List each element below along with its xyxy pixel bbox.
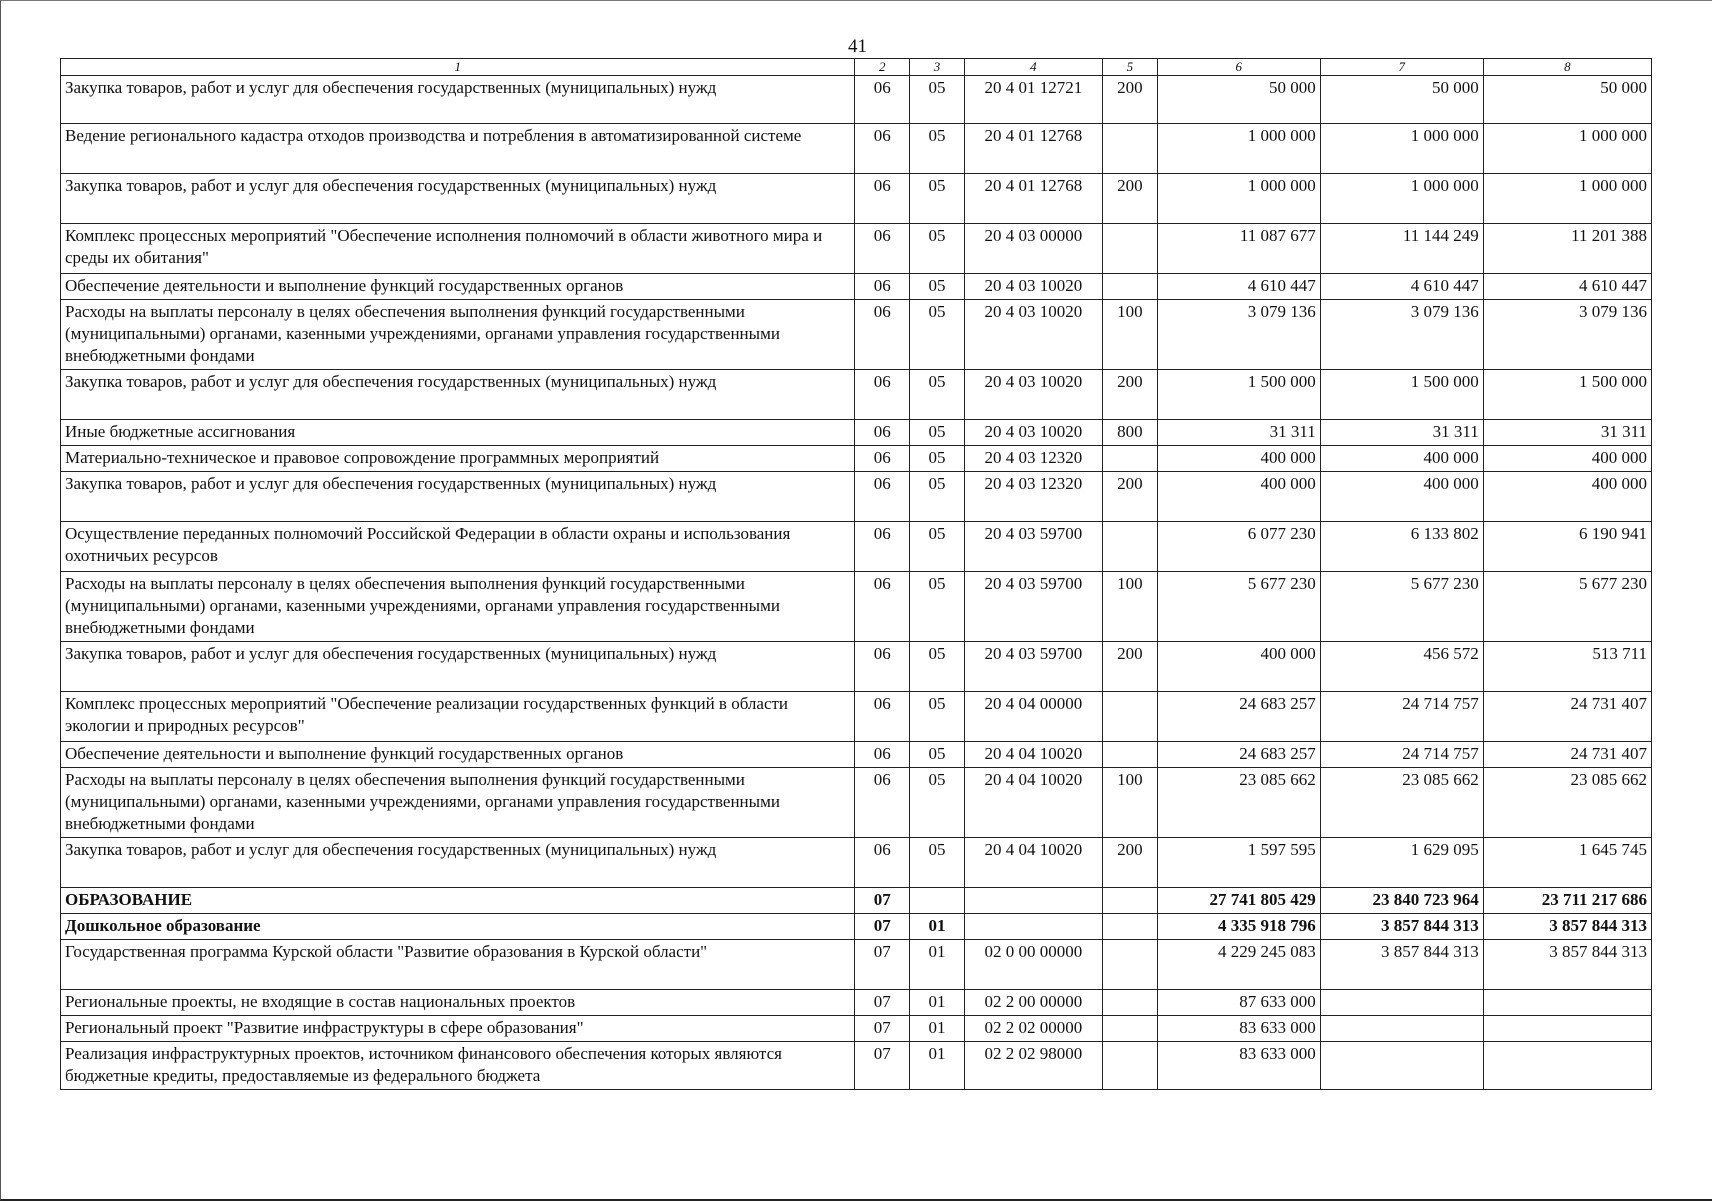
amount-col-7: 1 000 000 bbox=[1320, 124, 1483, 174]
subsection-code bbox=[910, 888, 965, 914]
section-code: 06 bbox=[855, 768, 910, 838]
table-row bbox=[61, 446, 1652, 472]
row-name: Закупка товаров, работ и услуг для обеспечения государственных (муниципальных) нужд bbox=[61, 472, 855, 522]
amount-col-7: 1 500 000 bbox=[1320, 370, 1483, 420]
amount-col-6: 87 633 000 bbox=[1157, 990, 1320, 1016]
table-row bbox=[61, 742, 1652, 768]
amount-col-7 bbox=[1320, 1042, 1483, 1090]
amount-col-7: 1 000 000 bbox=[1320, 174, 1483, 224]
amount-col-6: 6 077 230 bbox=[1157, 522, 1320, 572]
target-article-code: 20 4 01 12768 bbox=[964, 174, 1102, 224]
row-name: Ведение регионального кадастра отходов производства и потребления в автоматизированной системе bbox=[61, 124, 855, 174]
amount-col-8: 1 645 745 bbox=[1483, 838, 1651, 888]
target-article-code bbox=[964, 888, 1102, 914]
subsection-code: 05 bbox=[910, 742, 965, 768]
section-code: 06 bbox=[855, 224, 910, 274]
target-article-code: 20 4 03 10020 bbox=[964, 274, 1102, 300]
table-row bbox=[61, 888, 1652, 914]
expense-type-code: 100 bbox=[1103, 572, 1158, 642]
table-row bbox=[61, 1016, 1652, 1042]
subsection-code: 05 bbox=[910, 572, 965, 642]
target-article-code: 20 4 01 12768 bbox=[964, 124, 1102, 174]
amount-col-7: 24 714 757 bbox=[1320, 742, 1483, 768]
subsection-code: 05 bbox=[910, 472, 965, 522]
subsection-code: 05 bbox=[910, 274, 965, 300]
amount-col-6: 27 741 805 429 bbox=[1157, 888, 1320, 914]
table-row bbox=[61, 692, 1652, 742]
amount-col-7: 3 857 844 313 bbox=[1320, 940, 1483, 990]
table-row bbox=[61, 940, 1652, 990]
amount-col-6: 23 085 662 bbox=[1157, 768, 1320, 838]
table-row bbox=[61, 420, 1652, 446]
target-article-code bbox=[964, 914, 1102, 940]
amount-col-7: 23 085 662 bbox=[1320, 768, 1483, 838]
subsection-code: 05 bbox=[910, 420, 965, 446]
header-cell: 1 bbox=[61, 59, 855, 76]
budget-table bbox=[60, 58, 1652, 1090]
amount-col-8: 5 677 230 bbox=[1483, 572, 1651, 642]
subsection-code: 01 bbox=[910, 1016, 965, 1042]
amount-col-8: 24 731 407 bbox=[1483, 692, 1651, 742]
amount-col-6: 3 079 136 bbox=[1157, 300, 1320, 370]
row-name: Расходы на выплаты персоналу в целях обеспечения выполнения функций государственными (муниципальными) органами, казенными учреждениями, органами управления государственными внебюджетными фондами bbox=[61, 300, 855, 370]
amount-col-8: 1 500 000 bbox=[1483, 370, 1651, 420]
expense-type-code bbox=[1103, 692, 1158, 742]
section-code: 06 bbox=[855, 692, 910, 742]
section-code: 07 bbox=[855, 888, 910, 914]
amount-col-8 bbox=[1483, 1016, 1651, 1042]
target-article-code: 20 4 03 00000 bbox=[964, 224, 1102, 274]
header-cell: 5 bbox=[1103, 59, 1158, 76]
row-name: Закупка товаров, работ и услуг для обеспечения государственных (муниципальных) нужд bbox=[61, 838, 855, 888]
table-row bbox=[61, 990, 1652, 1016]
target-article-code: 20 4 03 59700 bbox=[964, 642, 1102, 692]
section-code: 07 bbox=[855, 1016, 910, 1042]
page-number: 41 bbox=[848, 36, 867, 57]
table-row bbox=[61, 838, 1652, 888]
row-name: Комплекс процессных мероприятий "Обеспечение реализации государственных функций в области экологии и природных ресурсов" bbox=[61, 692, 855, 742]
subsection-code: 05 bbox=[910, 174, 965, 224]
header-cell: 2 bbox=[855, 59, 910, 76]
expense-type-code: 100 bbox=[1103, 300, 1158, 370]
row-name: Закупка товаров, работ и услуг для обеспечения государственных (муниципальных) нужд bbox=[61, 370, 855, 420]
target-article-code: 20 4 03 12320 bbox=[964, 446, 1102, 472]
amount-col-8: 6 190 941 bbox=[1483, 522, 1651, 572]
expense-type-code bbox=[1103, 888, 1158, 914]
amount-col-6: 50 000 bbox=[1157, 76, 1320, 124]
subsection-code: 05 bbox=[910, 300, 965, 370]
table-row bbox=[61, 768, 1652, 838]
row-name: Закупка товаров, работ и услуг для обеспечения государственных (муниципальных) нужд bbox=[61, 174, 855, 224]
amount-col-7: 3 079 136 bbox=[1320, 300, 1483, 370]
section-code: 06 bbox=[855, 838, 910, 888]
section-code: 06 bbox=[855, 124, 910, 174]
expense-type-code: 200 bbox=[1103, 642, 1158, 692]
expense-type-code bbox=[1103, 1042, 1158, 1090]
header-cell: 8 bbox=[1483, 59, 1651, 76]
expense-type-code: 200 bbox=[1103, 472, 1158, 522]
row-name: Закупка товаров, работ и услуг для обеспечения государственных (муниципальных) нужд bbox=[61, 76, 855, 124]
amount-col-7: 4 610 447 bbox=[1320, 274, 1483, 300]
row-name: Региональный проект "Развитие инфраструктуры в сфере образования" bbox=[61, 1016, 855, 1042]
expense-type-code bbox=[1103, 274, 1158, 300]
row-name: ОБРАЗОВАНИЕ bbox=[61, 888, 855, 914]
table-row bbox=[61, 642, 1652, 692]
target-article-code: 02 2 02 98000 bbox=[964, 1042, 1102, 1090]
subsection-code: 01 bbox=[910, 990, 965, 1016]
table-row bbox=[61, 370, 1652, 420]
target-article-code: 20 4 03 10020 bbox=[964, 370, 1102, 420]
row-name: Обеспечение деятельности и выполнение функций государственных органов bbox=[61, 742, 855, 768]
amount-col-7: 50 000 bbox=[1320, 76, 1483, 124]
row-name: Закупка товаров, работ и услуг для обеспечения государственных (муниципальных) нужд bbox=[61, 642, 855, 692]
expense-type-code bbox=[1103, 446, 1158, 472]
expense-type-code bbox=[1103, 224, 1158, 274]
expense-type-code bbox=[1103, 522, 1158, 572]
section-code: 06 bbox=[855, 522, 910, 572]
section-code: 06 bbox=[855, 274, 910, 300]
expense-type-code: 200 bbox=[1103, 76, 1158, 124]
amount-col-6: 31 311 bbox=[1157, 420, 1320, 446]
expense-type-code bbox=[1103, 124, 1158, 174]
amount-col-7: 456 572 bbox=[1320, 642, 1483, 692]
section-code: 06 bbox=[855, 76, 910, 124]
section-code: 06 bbox=[855, 300, 910, 370]
amount-col-8: 31 311 bbox=[1483, 420, 1651, 446]
row-name: Материально-техническое и правовое сопровождение программных мероприятий bbox=[61, 446, 855, 472]
amount-col-8: 513 711 bbox=[1483, 642, 1651, 692]
amount-col-8: 1 000 000 bbox=[1483, 174, 1651, 224]
row-name: Комплекс процессных мероприятий "Обеспечение исполнения полномочий в области животного мира и среды их обитания" bbox=[61, 224, 855, 274]
header-cell: 7 bbox=[1320, 59, 1483, 76]
section-code: 07 bbox=[855, 1042, 910, 1090]
amount-col-6: 400 000 bbox=[1157, 446, 1320, 472]
amount-col-7: 400 000 bbox=[1320, 446, 1483, 472]
target-article-code: 20 4 04 10020 bbox=[964, 768, 1102, 838]
subsection-code: 05 bbox=[910, 522, 965, 572]
section-code: 07 bbox=[855, 914, 910, 940]
amount-col-6: 24 683 257 bbox=[1157, 692, 1320, 742]
subsection-code: 05 bbox=[910, 124, 965, 174]
table-row bbox=[61, 914, 1652, 940]
row-name: Дошкольное образование bbox=[61, 914, 855, 940]
amount-col-7 bbox=[1320, 990, 1483, 1016]
subsection-code: 05 bbox=[910, 692, 965, 742]
amount-col-8 bbox=[1483, 990, 1651, 1016]
amount-col-6: 400 000 bbox=[1157, 472, 1320, 522]
amount-col-7: 1 629 095 bbox=[1320, 838, 1483, 888]
subsection-code: 01 bbox=[910, 940, 965, 990]
target-article-code: 02 2 02 00000 bbox=[964, 1016, 1102, 1042]
column-number-header bbox=[61, 59, 1652, 76]
amount-col-7 bbox=[1320, 1016, 1483, 1042]
amount-col-6: 4 610 447 bbox=[1157, 274, 1320, 300]
amount-col-6: 1 000 000 bbox=[1157, 124, 1320, 174]
section-code: 06 bbox=[855, 174, 910, 224]
section-code: 06 bbox=[855, 572, 910, 642]
expense-type-code bbox=[1103, 742, 1158, 768]
amount-col-8: 4 610 447 bbox=[1483, 274, 1651, 300]
amount-col-8: 3 079 136 bbox=[1483, 300, 1651, 370]
expense-type-code: 200 bbox=[1103, 174, 1158, 224]
table-row bbox=[61, 572, 1652, 642]
target-article-code: 20 4 03 59700 bbox=[964, 522, 1102, 572]
target-article-code: 20 4 04 00000 bbox=[964, 692, 1102, 742]
target-article-code: 20 4 01 12721 bbox=[964, 76, 1102, 124]
header-cell: 6 bbox=[1157, 59, 1320, 76]
amount-col-7: 5 677 230 bbox=[1320, 572, 1483, 642]
amount-col-8: 23 711 217 686 bbox=[1483, 888, 1651, 914]
amount-col-6: 1 500 000 bbox=[1157, 370, 1320, 420]
amount-col-6: 4 335 918 796 bbox=[1157, 914, 1320, 940]
expense-type-code: 200 bbox=[1103, 838, 1158, 888]
amount-col-8: 3 857 844 313 bbox=[1483, 940, 1651, 990]
row-name: Реализация инфраструктурных проектов, источником финансового обеспечения которых являются бюджетные кредиты, предоставляемые из федерального бюджета bbox=[61, 1042, 855, 1090]
section-code: 06 bbox=[855, 446, 910, 472]
subsection-code: 05 bbox=[910, 224, 965, 274]
amount-col-6: 11 087 677 bbox=[1157, 224, 1320, 274]
section-code: 06 bbox=[855, 642, 910, 692]
section-code: 06 bbox=[855, 742, 910, 768]
table-row bbox=[61, 472, 1652, 522]
amount-col-7: 24 714 757 bbox=[1320, 692, 1483, 742]
amount-col-8: 400 000 bbox=[1483, 446, 1651, 472]
amount-col-7: 31 311 bbox=[1320, 420, 1483, 446]
section-code: 06 bbox=[855, 370, 910, 420]
expense-type-code bbox=[1103, 940, 1158, 990]
amount-col-8: 50 000 bbox=[1483, 76, 1651, 124]
amount-col-6: 5 677 230 bbox=[1157, 572, 1320, 642]
amount-col-8 bbox=[1483, 1042, 1651, 1090]
header-cell: 3 bbox=[910, 59, 965, 76]
amount-col-6: 83 633 000 bbox=[1157, 1016, 1320, 1042]
subsection-code: 05 bbox=[910, 370, 965, 420]
section-code: 07 bbox=[855, 940, 910, 990]
target-article-code: 20 4 03 59700 bbox=[964, 572, 1102, 642]
subsection-code: 05 bbox=[910, 446, 965, 472]
row-name: Расходы на выплаты персоналу в целях обеспечения выполнения функций государственными (муниципальными) органами, казенными учреждениями, органами управления государственными внебюджетными фондами bbox=[61, 768, 855, 838]
table-row bbox=[61, 300, 1652, 370]
header-cell: 4 bbox=[964, 59, 1102, 76]
amount-col-8: 11 201 388 bbox=[1483, 224, 1651, 274]
target-article-code: 02 2 00 00000 bbox=[964, 990, 1102, 1016]
table-row bbox=[61, 522, 1652, 572]
subsection-code: 05 bbox=[910, 642, 965, 692]
section-code: 07 bbox=[855, 990, 910, 1016]
subsection-code: 05 bbox=[910, 838, 965, 888]
amount-col-6: 4 229 245 083 bbox=[1157, 940, 1320, 990]
amount-col-6: 1 000 000 bbox=[1157, 174, 1320, 224]
subsection-code: 05 bbox=[910, 76, 965, 124]
expense-type-code: 800 bbox=[1103, 420, 1158, 446]
target-article-code: 20 4 03 10020 bbox=[964, 420, 1102, 446]
table-row bbox=[61, 76, 1652, 124]
amount-col-6: 83 633 000 bbox=[1157, 1042, 1320, 1090]
target-article-code: 20 4 03 10020 bbox=[964, 300, 1102, 370]
row-name: Иные бюджетные ассигнования bbox=[61, 420, 855, 446]
subsection-code: 05 bbox=[910, 768, 965, 838]
subsection-code: 01 bbox=[910, 914, 965, 940]
table-row bbox=[61, 224, 1652, 274]
row-name: Обеспечение деятельности и выполнение функций государственных органов bbox=[61, 274, 855, 300]
target-article-code: 20 4 03 12320 bbox=[964, 472, 1102, 522]
amount-col-8: 23 085 662 bbox=[1483, 768, 1651, 838]
amount-col-7: 400 000 bbox=[1320, 472, 1483, 522]
section-code: 06 bbox=[855, 472, 910, 522]
expense-type-code bbox=[1103, 914, 1158, 940]
amount-col-6: 24 683 257 bbox=[1157, 742, 1320, 768]
amount-col-8: 1 000 000 bbox=[1483, 124, 1651, 174]
amount-col-7: 6 133 802 bbox=[1320, 522, 1483, 572]
table-row bbox=[61, 124, 1652, 174]
row-name: Региональные проекты, не входящие в состав национальных проектов bbox=[61, 990, 855, 1016]
subsection-code: 01 bbox=[910, 1042, 965, 1090]
row-name: Осуществление переданных полномочий Российской Федерации в области охраны и использования охотничьих ресурсов bbox=[61, 522, 855, 572]
amount-col-7: 11 144 249 bbox=[1320, 224, 1483, 274]
target-article-code: 20 4 04 10020 bbox=[964, 742, 1102, 768]
table-row bbox=[61, 1042, 1652, 1090]
section-code: 06 bbox=[855, 420, 910, 446]
amount-col-6: 400 000 bbox=[1157, 642, 1320, 692]
amount-col-6: 1 597 595 bbox=[1157, 838, 1320, 888]
amount-col-7: 23 840 723 964 bbox=[1320, 888, 1483, 914]
expense-type-code: 200 bbox=[1103, 370, 1158, 420]
expense-type-code: 100 bbox=[1103, 768, 1158, 838]
expense-type-code bbox=[1103, 990, 1158, 1016]
row-name: Расходы на выплаты персоналу в целях обеспечения выполнения функций государственными (муниципальными) органами, казенными учреждениями, органами управления государственными внебюджетными фондами bbox=[61, 572, 855, 642]
table-row bbox=[61, 274, 1652, 300]
target-article-code: 20 4 04 10020 bbox=[964, 838, 1102, 888]
expense-type-code bbox=[1103, 1016, 1158, 1042]
table-row bbox=[61, 174, 1652, 224]
amount-col-8: 24 731 407 bbox=[1483, 742, 1651, 768]
target-article-code: 02 0 00 00000 bbox=[964, 940, 1102, 990]
amount-col-7: 3 857 844 313 bbox=[1320, 914, 1483, 940]
amount-col-8: 3 857 844 313 bbox=[1483, 914, 1651, 940]
amount-col-8: 400 000 bbox=[1483, 472, 1651, 522]
row-name: Государственная программа Курской области "Развитие образования в Курской области" bbox=[61, 940, 855, 990]
